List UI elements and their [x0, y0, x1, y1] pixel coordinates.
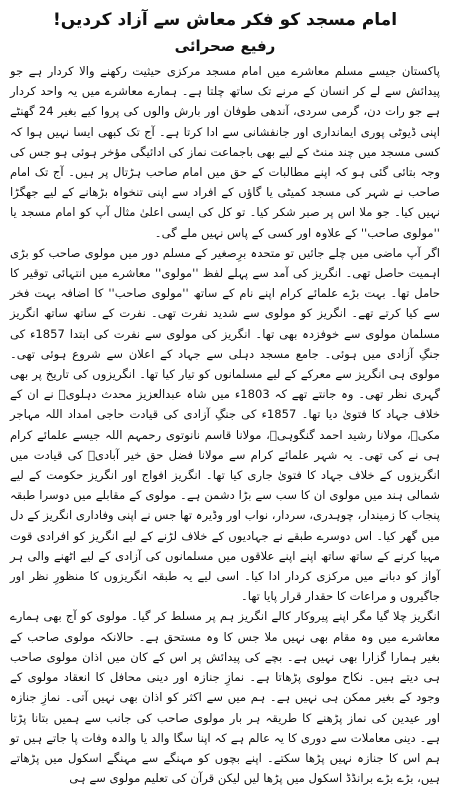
article-paragraph-2: اگر آپ ماضی میں چلے جائیں تو متحدہ برِصغیر کے مسلم دور میں مولوی صاحب کو بڑی اہمیت حاصل تھی۔ انگریز کی آمد سے پہلے لفظ ''مولوی'' معاشرے میں انتہائی توقیر کا حامل تھا۔ بہت بڑے علمائے کرام اپنے نام کے ساتھ ''مولوی صاحب'' کا اضافہ بہت فخر سے کیا کرتے تھے۔ انگریز کو مولوی سے شدید نفرت تھی۔ نفرت کے ساتھ ساتھ انگریز مسلمان مولوی سے خوفزدہ بھی تھا۔ انگریز کی مولوی سے نفرت کی ابتدا 1857ء کی جنگِ آزادی میں ہوئی۔ جامع مسجد دہلی سے جہاد کے اعلان سے شروع ہوئی تھی۔ مولوی ہی انگریز سے معرکے کے لیے مسلمانوں کو تیار کیا تھا۔ انگریزوں کی تاریخ پر بھی گہری نظر تھی۔ وہ جانتے تھے کہ 1803ء میں شاہ عبدالعزیز محدث دہلویؒ نے ان کے خلاف جہاد کا فتویٰ دیا تھا۔ 1857ء کی جنگِ آزادی کی قیادت حاجی امداد اللہ مہاجر مکیؒ، مولانا رشید احمد گنگوہیؒ، مولانا قاسم نانوتوی رحمہم اللہ جیسے علمائے کرام ہی نے کی تھی۔ یہ شہر علمائے کرام سے مولانا فضل حق خیر آبادیؒ کی قیادت میں انگریزوں کے خلاف جہاد کا فتویٰ جاری کیا تھا۔ انگریز افواج اور انگریز حکومت کے لیے شمالی ہند میں مولوی ان کا سب سے بڑا دشمن ہے۔ مولوی کے مقابلے میں دوسرا طبقہ پنجاب کا زمیندار، چوہدری، سردار، نواب اور وڈیرہ تھا جس نے اپنی وفاداری انگریز کے دل میں گھر کیا۔ اس دوسرے طبقے نے جہادیوں کے خلاف لڑنے کے لیے انگریز کو افرادی قوت مہیا کرنے کے ساتھ ساتھ اپنے اپنے علاقوں میں مسلمانوں کی آزادی کے لیے اٹھنے والی ہر آواز کو دبانے میں مرکزی کردار ادا کیا۔ اسی لیے یہ طبقہ انگریزوں کا منظورِ نظر اور جاگیروں و مراعات کا حقدار قرار پایا تھا۔: [10, 245, 440, 604]
article-author: رفیع صحرائی: [174, 37, 276, 55]
article-body: [10, 61, 440, 788]
article-title: امام مسجد کو فکر معاش سے آزاد کردیں!: [52, 10, 398, 30]
article-paragraph-1: پاکستان جیسے مسلم معاشرے میں امام مسجد مرکزی حیثیت رکھنے والا کردار ہے جو پیدائش سے لے کر انسان کے مرنے تک ساتھ چلتا ہے۔ ہمارے معاشرے میں یہ واحد کردار ہے جو رات دن، گرمی سردی، آندھی طوفان اور بارش والوں کی پروا کیے بغیر 24 گھنٹے اپنی ڈیوٹی پوری ایمانداری اور جانفشانی سے ادا کرتا ہے۔ آج تک کبھی ایسا نہیں ہوا کہ کسی مسجد میں چند منٹ کے لیے بھی باجماعت نماز کی ادائیگی مؤخر ہوئی ہو جس کی وجہ بتائی گئی ہو کہ اپنے مطالبات کے حق میں امام صاحب ہڑتال پر ہیں۔ آج تک امام صاحب نے شہر کی مسجد کمیٹی یا گاؤں کے افراد سے اپنی تنخواہ بڑھانے کے لیے جھگڑا نہیں کیا۔ جو ملا اس پر صبر شکر کیا۔ تو کل کی ایسی اعلیٰ مثال آپ کو امام مسجد یا ''مولوی صاحب'' کے علاوہ اور کسی کے پاس نہیں ملے گی۔: [10, 64, 440, 240]
article-paragraph-3: انگریز چلا گیا مگر اپنے پیروکار کالے انگریز ہم پر مسلط کر گیا۔ مولوی کو آج بھی ہمارے معاشرے میں وہ مقام بھی نہیں ملا جس کا وہ مستحق ہے۔ حالانکہ مولوی صاحب کے بغیر ہمارا گزارا بھی نہیں ہے۔ بچے کی پیدائش پر اس کے کان میں اذان مولوی صاحب ہی دیتے ہیں۔ نکاح مولوی پڑھاتا ہے۔ نمازِ جنازہ اور دینی محافل کا انعقاد مولوی کے وجود کے بغیر ممکن ہی نہیں ہے۔ ہم میں سے اکثر کو اذان بھی نہیں آتی۔ نمازِ جنازہ اور عیدین کی نماز پڑھنے کا طریقہ ہر بار مولوی صاحب کی جانب سے ہمیں بتانا پڑتا ہے۔ دینی معاملات سے دوری کا یہ عالم ہے کہ اپنا سگا والد یا والدہ وفات پا جاتے ہیں تو ہم اس کا جنازہ نہیں پڑھا سکتے۔ اپنے بچوں کو مہنگے سے مہنگے اسکول میں پڑھاتے ہیں، بڑے بڑے برانڈڈ اسکول میں پڑھا لیں لیکن قرآن کی تعلیم مولوی سے ہی: [10, 609, 440, 786]
